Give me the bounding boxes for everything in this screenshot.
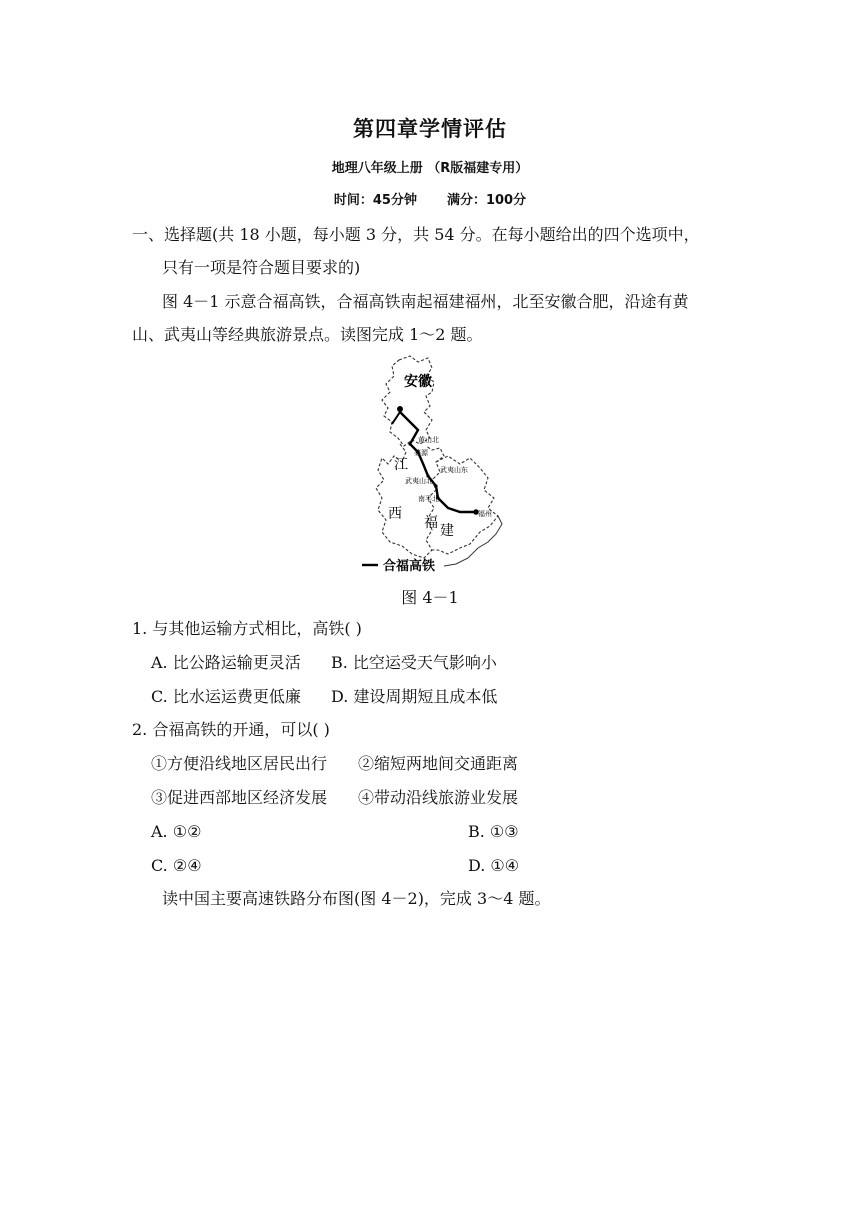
huangshanbei-station-dot [408,442,411,445]
province-boundary-anhui [382,356,434,446]
q2-statement-3: ③促进西部地区经济发展 [151,788,328,807]
intro-questions-3-4: 读中国主要高速铁路分布图(图 4－2)，完成 3～4 题。 [162,889,551,908]
label-jiang: 江 [394,457,408,473]
label-jian: 建 [440,523,454,539]
section-heading-line2: 只有一项是符合题目要求的) [162,258,361,277]
label-anhui: 安徽 [404,374,432,390]
q2-option-a: A. ①② [151,822,202,841]
q2-option-c: C. ②④ [151,856,202,875]
exam-info [0,189,860,208]
page-subtitle: 地理八年级上册 （R版福建专用） [331,161,529,176]
q1-option-d: D. 建设周期短且成本低 [331,687,498,706]
railway-branch [392,412,400,424]
figure-caption: 图 4－1 [401,588,459,607]
q2-option-d: D. ①④ [468,856,520,875]
q2-statement-2: ②缩短两地间交通距离 [358,754,519,773]
legend-label: 合福高铁 [383,559,436,574]
q1-stem: 1. 与其他运输方式相比，高铁( ) [132,619,362,638]
hefei-station-dot [397,406,403,412]
intro-line2: 山、武夷山等经典旅游景点。读图完成 1～2 题。 [132,325,483,344]
q2-statement-4: ④带动沿线旅游业发展 [358,788,519,807]
label-huangshanbei: 黄山北 [418,436,439,444]
section-heading-line1: 一、选择题(共 18 小题，每小题 3 分，共 54 分。在每小题给出的四个选项中， [132,225,700,244]
label-nanpingbei: 南平北 [418,495,439,503]
label-fuzhou: 福州 [478,510,492,518]
label-shangraodong: 武夷山东 [440,466,468,474]
q1-option-a: A. 比公路运输更灵活 [151,653,301,672]
q2-option-b: B. ①③ [468,822,519,841]
label-xi: 西 [388,506,402,522]
q2-stem: 2. 合福高铁的开通，可以( ) [132,720,330,739]
label-wuyishanbei: 武夷山北 [405,477,433,485]
wuyishanbei-station-dot [434,484,437,487]
full-score: 满分：100分 [446,193,527,208]
hefu-railway-map [352,352,512,576]
q1-option-b: B. 比空运受天气影响小 [331,653,497,672]
time-limit: 时间：45分钟 [333,193,417,208]
label-wuyuan: 婺源 [414,449,428,457]
q2-statement-1: ①方便沿线地区居民出行 [151,754,328,773]
q1-option-c: C. 比水运运费更低廉 [151,687,301,706]
page-title: 第四章学情评估 [353,117,507,141]
intro-line1: 图 4－1 示意合福高铁，合福高铁南起福建福州，北至安徽合肥，沿途有黄 [162,292,689,311]
label-fu: 福 [424,515,438,531]
